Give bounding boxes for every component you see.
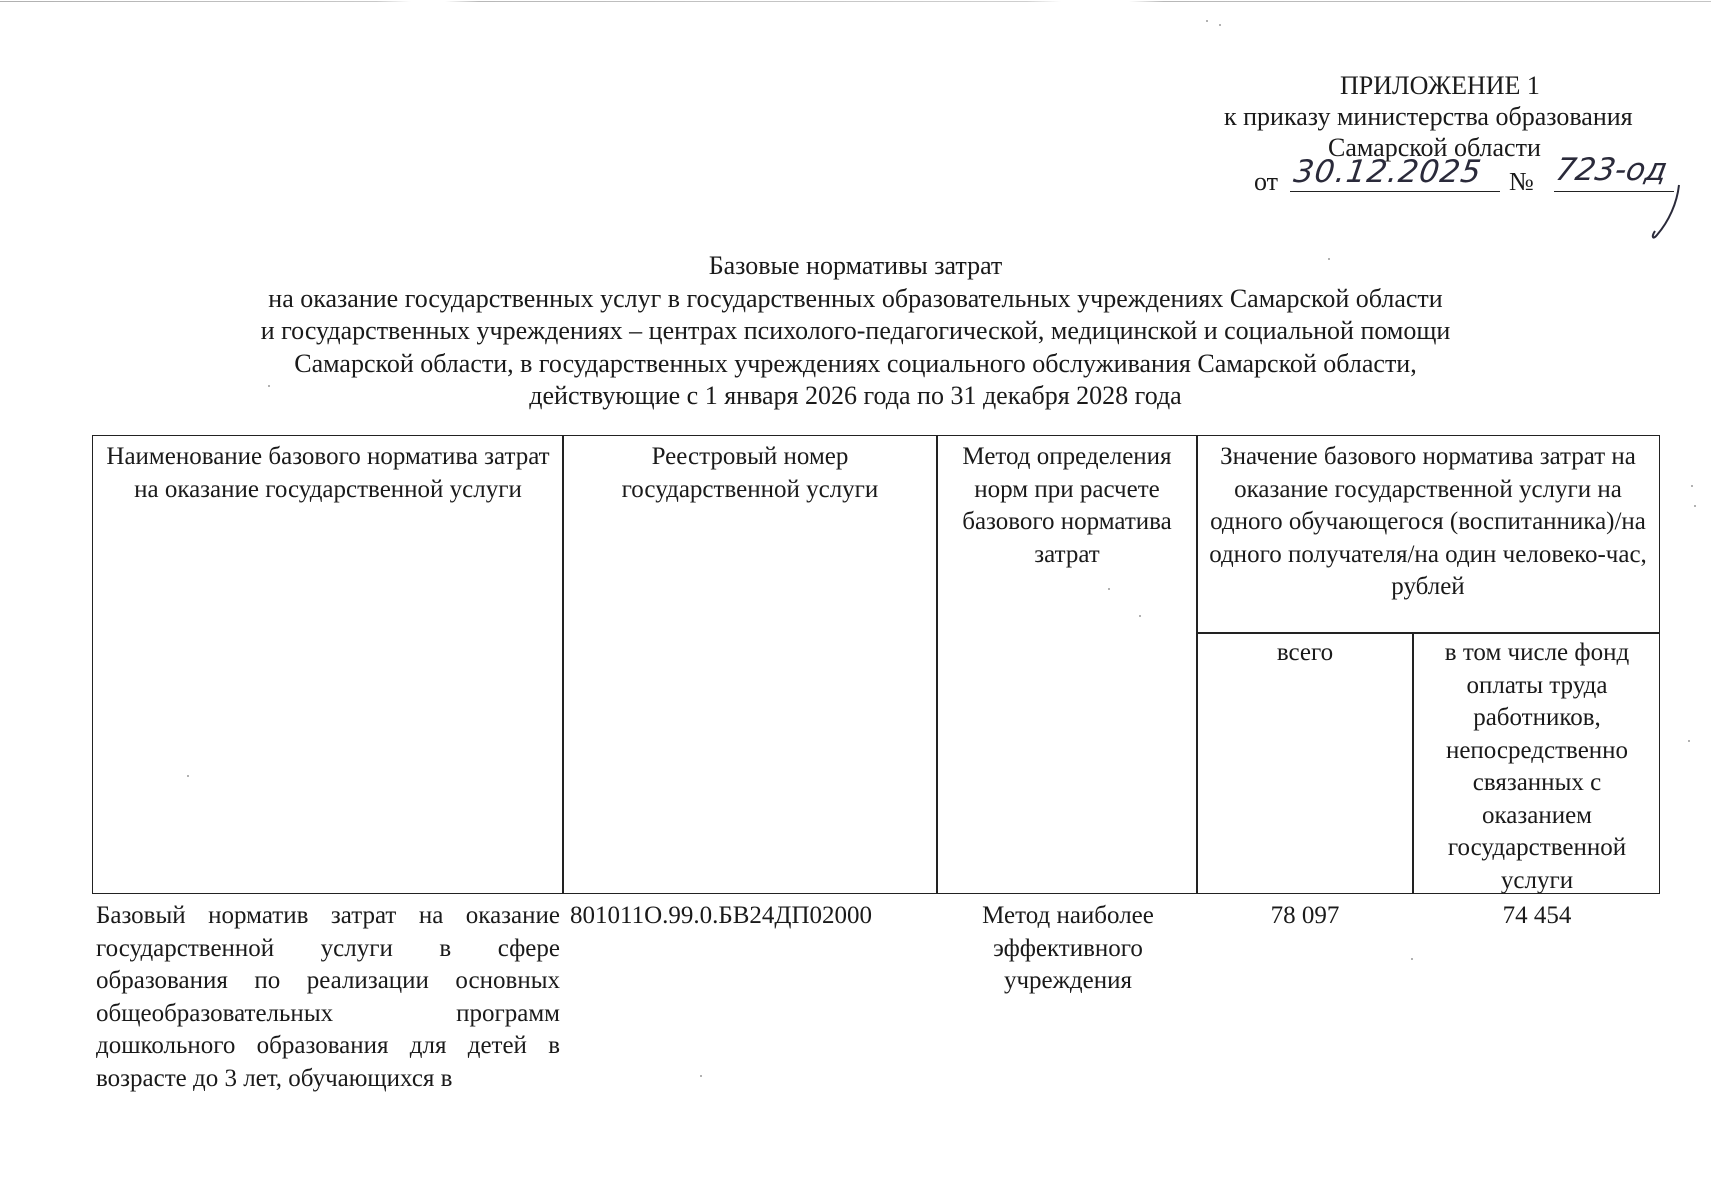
row-1-name: Базовый норматив затрат на оказание государственной услуги в сфере образования по реализации основных общеобразовательных программ дошкольного образования для детей в возрасте до 3 лет, обучающихся в bbox=[96, 902, 560, 1092]
row-1-payroll: 74 454 bbox=[1502, 902, 1572, 929]
title-line-1: Базовые нормативы затрат bbox=[708, 251, 1003, 280]
norms-table-header bbox=[92, 435, 1660, 894]
region-line: Самарской области bbox=[1328, 133, 1541, 162]
header-payroll: в том числе фонд оплаты труда работников, непосредственно связанных с оказанием государственной услуги bbox=[1444, 639, 1630, 894]
scan-speck bbox=[187, 775, 189, 777]
date-underline bbox=[1290, 191, 1500, 192]
header-registry: Реестровый номер государственной услуги bbox=[621, 443, 879, 503]
title-line-2: на оказание государственных услуг в государственных образовательных учреждениях Самарской области bbox=[268, 283, 1443, 313]
header-method: Метод определения норм при расчете базового норматива затрат bbox=[962, 443, 1172, 568]
row-1-registry: 801011О.99.0.БВ24ДП02000 bbox=[570, 902, 873, 929]
handwritten-date: 30.12.2025 bbox=[1291, 154, 1485, 190]
scan-speck bbox=[700, 1075, 702, 1077]
scan-speck bbox=[1688, 740, 1690, 742]
document-title bbox=[0, 250, 1711, 413]
handwritten-number: 723-од bbox=[1552, 152, 1671, 188]
header-name: Наименование базового норматива затрат на оказание государственной услуги bbox=[106, 443, 550, 503]
row-1-total: 78 097 bbox=[1270, 902, 1340, 929]
date-number-line bbox=[1254, 152, 1711, 203]
scan-speck bbox=[1411, 958, 1413, 960]
appendix-label: ПРИЛОЖЕНИЕ 1 bbox=[1340, 71, 1540, 100]
row-1-method: Метод наиболее эффективного учреждения bbox=[982, 902, 1154, 994]
title-line-3: и государственных учреждениях – центрах психолого-педагогической, медицинской и социальной помощи bbox=[260, 316, 1451, 345]
signature-flourish-icon bbox=[1649, 183, 1689, 243]
scan-edge-line bbox=[0, 1, 1711, 2]
scan-speck bbox=[1108, 588, 1110, 590]
scan-speck bbox=[1328, 258, 1330, 260]
scan-speck bbox=[1691, 485, 1693, 487]
scan-speck bbox=[1219, 24, 1221, 26]
date-prefix: от bbox=[1254, 167, 1279, 196]
header-total: всего bbox=[1276, 639, 1334, 666]
scan-speck bbox=[1139, 615, 1141, 617]
scan-speck bbox=[1206, 20, 1208, 22]
header-value: Значение базового норматива затрат на оказание государственной услуги на одного обучающегося (воспитанника)/на одного получателя/на один человеко-час, рублей bbox=[1209, 443, 1647, 600]
order-reference: к приказу министерства образования bbox=[1224, 102, 1633, 131]
title-line-5: действующие с 1 января 2026 года по 31 декабря 2028 года bbox=[529, 381, 1182, 410]
title-line-4: Самарской области, в государственных учреждениях социального обслуживания Самарской области, bbox=[294, 348, 1417, 378]
scan-speck bbox=[268, 385, 270, 387]
number-sign: № bbox=[1509, 167, 1534, 196]
scan-speck bbox=[1694, 505, 1696, 507]
